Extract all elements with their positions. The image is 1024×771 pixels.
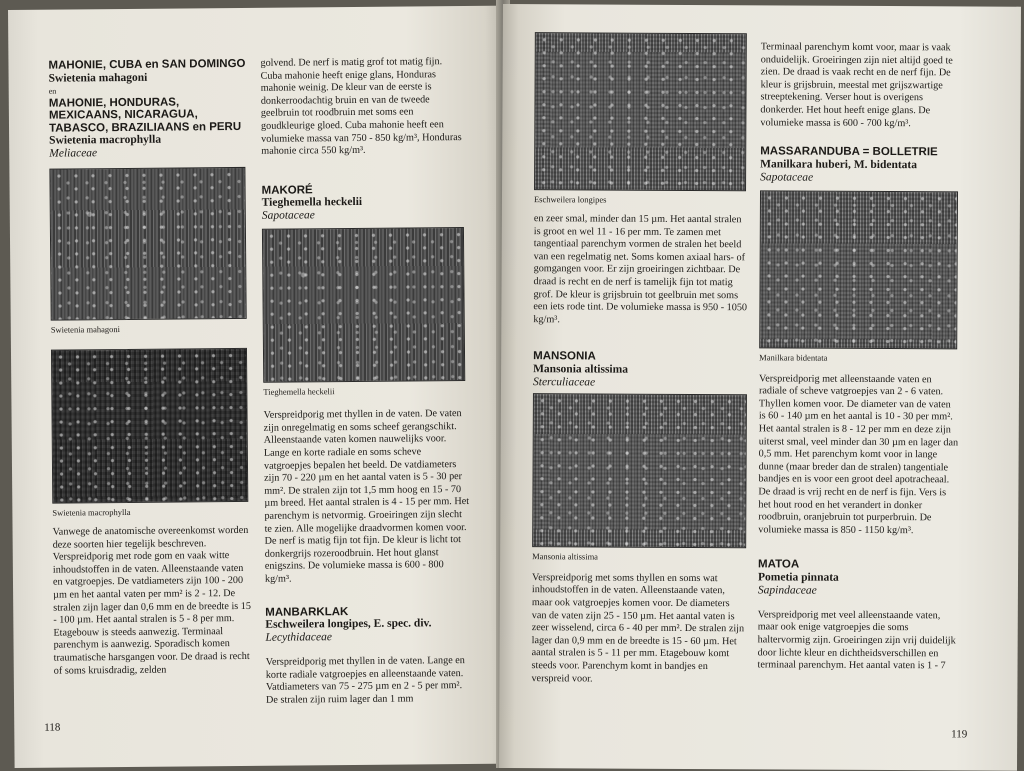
body-text: Verspreidporig met alleenstaande vaten en radiale of scheve vatgroepjes van 2 - 6 vaten. Thyllen komen voor. De diameter van de vaten is 60 - 140 µm en het aantal is 10 - 30 per mm². Het aantal stralen is 8 - 12 per mm en deze zijn uiterst smal, veel minder dan 30 µm en lager dan 0,5 mm. Het parenchym komt voor in lange dunne (maar breder dan de stralen) tangentiale bandjes en is voor een groot deel apotracheaal. De draad is vrij recht en de nerf is fijn. Vers is het hout rood en het verandert in donker roodbruin, oranjebruin tot purperbruin. De volumieke massa is 850 - 1150 kg/m³. [758, 373, 959, 536]
connector-text: en [48, 86, 57, 96]
photo-caption: Tieghemella heckelii [263, 386, 335, 398]
wood-micrograph [532, 393, 747, 548]
wood-micrograph [759, 190, 958, 349]
entry-title: MATOA [758, 558, 800, 571]
species-name: Manilkara huberi, M. bidentata [760, 158, 918, 171]
body-text: Verspreidporig met soms thyllen en soms wat inhoudstoffen in de vaten. Alleenstaande vaten, maar ook vatgroepjes komen voor. De diameters van de vaten zijn 25 - 150 µm. Het aantal vaten is zeer wisselend, circa 6 - 40 per mm². De stralen zijn lager dan 0,9 mm en de breedte is 15 - 60 µm. Het aantal stralen is 5 - 11 per mm. Etagebouw komt steeds voor. Parenchym komt in bandjes en verspreid voor. [531, 572, 745, 685]
species-name: Pometia pinnata [757, 571, 839, 584]
left-page [8, 6, 512, 768]
entry-title: MASSARANDUBA = BOLLETRIE [760, 145, 938, 159]
photo-caption: Eschweilera longipes [533, 194, 607, 205]
wood-micrograph [49, 167, 246, 321]
left-column-2 [260, 56, 471, 707]
photo-caption: Swietenia macrophylla [52, 506, 131, 518]
family-name: Sterculiaceae [532, 376, 596, 389]
photo-caption: Mansonia altissima [532, 551, 599, 562]
body-text: Verspreidporig met veel alleenstaande vaten, maar ook enige vatgroepjes die soms haltervormig zijn. Groeiringen zijn vrij duidelijk door lichte kleur en dichtheidsverschillen en terminaal parenchym. Het aantal vaten is 1 - 7 [757, 609, 956, 672]
body-text: Terminaal parenchym komt voor, maar is vaak onduidelijk. Groeiringen zijn niet altijd goed te zien. De draad is vaak recht en de nerf fijn. De kleur is grijsbruin, meestal met grijszwartige streeptekening. Verser hout is overigens donkerder. Het hout heeft enige glans. De volumieke massa is 600 - 700 kg/m³. [760, 41, 953, 129]
page-number: 119 [951, 728, 968, 741]
family-name: Sapotaceae [760, 171, 814, 184]
species-name: Swietenia macrophylla [49, 133, 162, 147]
entry-title: MANBARKLAK [265, 605, 349, 619]
species-name: Mansonia altissima [533, 363, 629, 376]
species-name: Swietenia mahagoni [48, 71, 148, 85]
right-column-1 [531, 32, 748, 686]
species-name: Eschweilera longipes, E. spec. div. [265, 617, 432, 631]
body-text: golvend. De nerf is matig grof tot matig fijn. Cuba mahonie heeft enige glans, Honduras mahonie weinig. De kleur van de eerste is donkerroodachtig bruin en van de tweede geelbruin tot roodbruin met soms een goudkleurige gloed. Cuba mahonie heeft een volumieke massa van 750 - 850 kg/m³, Honduras mahonie circa 550 kg/m³. [260, 56, 462, 157]
family-name: Lecythidaceae [265, 631, 332, 644]
entry-title: MANSONIA [533, 350, 596, 363]
wood-micrograph [51, 348, 248, 504]
photo-caption: Swietenia mahagoni [50, 324, 121, 335]
body-text: Verspreidporig met thyllen in de vaten. Lange en korte radiale vatgroepjes en alleenstaande vaten. Vatdiameters van 75 - 275 µm en 2 - 5 per mm². De stralen zijn ruim lager dan 1 mm [265, 655, 465, 706]
body-text: Verspreidporig met thyllen in de vaten. De vaten zijn onregelmatig en soms scheef gerangschikt. Alleenstaande vaten komen nauwelijks voor. Lange en korte radiale en soms scheve vatgroepjes bepalen het beeld. De vatdiameters zijn 70 - 220 µm en het aantal vaten is 5 - 30 per mm². De stralen zijn tot 1,5 mm hoog en 15 - 70 µm breed. Het aantal stralen is 4 - 15 per mm. Het parenchym is netvormig. Groeiringen zijn slecht te zien. Alle mogelijke draadvormen komen voor. De nerf is matig fijn tot fijn. De kleur is licht tot donkergrijs rozeroodbruin. Het hout glanst enigszins. De volumieke massa is 600 - 800 kg/m³. [263, 408, 470, 585]
photo-caption: Manilkara bidentata [759, 352, 828, 363]
entry-title: MAKORÉ [261, 184, 313, 197]
entry-title: MAHONIE, CUBA en SAN DOMINGO [48, 57, 246, 72]
page-number: 118 [44, 721, 61, 734]
right-column-2 [758, 41, 961, 673]
species-name: Tieghemella heckelii [261, 196, 363, 210]
wood-micrograph [262, 227, 465, 383]
body-text: en zeer smal, minder dan 15 µm. Het aantal stralen is groot en wel 11 - 16 per mm. Te zamen met tangentiaal parenchym vormen de stralen het beeld van een regelmatig net. Soms komen axiaal hars- of gomgangen voor. Er zijn groeiringen zichtbaar. De draad is recht en de nerf is tamelijk fijn tot matig grof. De kleur is grijsbruin tot geelbruin met soms een iets rode tint. De volumieke massa is 950 - 1050 kg/m³. [533, 213, 748, 326]
right-page [499, 4, 1021, 771]
left-column-1 [48, 58, 251, 678]
family-name: Sapindaceae [757, 584, 817, 597]
wood-micrograph [534, 32, 747, 191]
family-name: Meliaceae [49, 147, 98, 160]
family-name: Sapotaceae [261, 209, 315, 223]
entry-title: MAHONIE, HONDURAS, MEXICAANS, NICARAGUA, TABASCO, BRAZILIAANS en PERU [48, 96, 242, 135]
body-text: Vanwege de anatomische overeenkomst worden deze soorten hier tegelijk beschreven. Verspreidporig met rode gom en vaak witte inhoudstoffen in de vaten. Alleenstaande vaten en vatgroepjes. De vatdiameters zijn 100 - 200 µm en het aantal vaten per mm² is 2 - 12. De stralen zijn lager dan 0,6 mm en de breedte is 15 - 100 µm. Het aantal stralen is 5 - 8 per mm. Etagebouw is steeds aanwezig. Terminaal parenchym is aanwezig. Sporadisch komen traumatische harsgangen voor. De draad is recht of soms kruisdradig, zelden [52, 524, 252, 677]
